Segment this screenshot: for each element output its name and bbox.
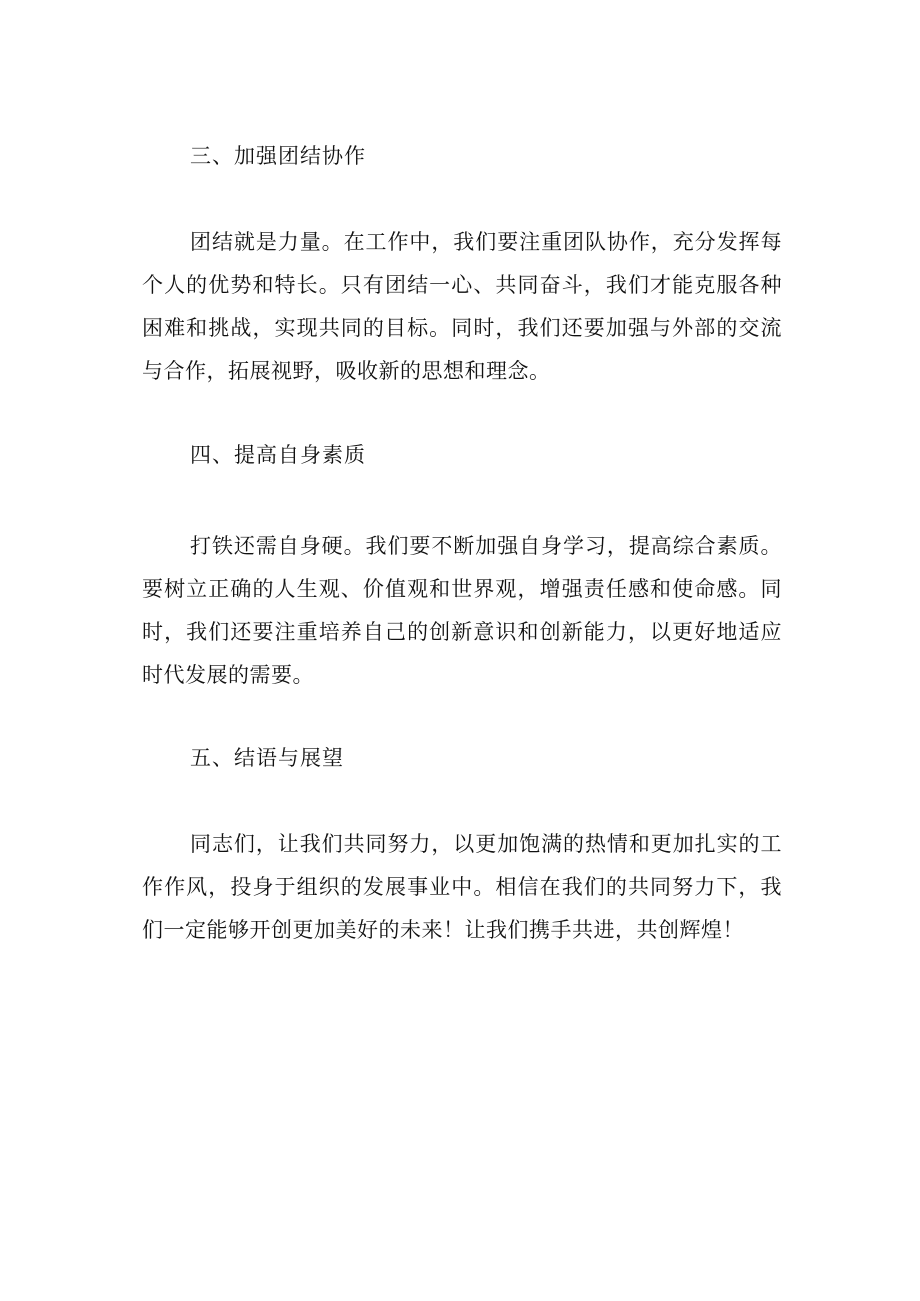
section-paragraph-4: 打铁还需自身硬。我们要不断加强自身学习，提高综合素质。要树立正确的人生观、价值观和世界观，增强责任感和使命感。同时，我们还要注重培养自己的创新意识和创新能力，以更好地适应时代发展的需要。 xyxy=(142,534,782,687)
section-paragraph-3: 团结就是力量。在工作中，我们要注重团队协作，充分发挥每个人的优势和特长。只有团结一心、共同奋斗，我们才能克服各种困难和挑战，实现共同的目标。同时，我们还要加强与外部的交流与合作，拓展视野，吸收新的思想和理念。 xyxy=(142,230,782,383)
section-heading-3: 三、加强团结协作 xyxy=(190,144,366,168)
section-paragraph-5: 同志们，让我们共同努力，以更加饱满的热情和更加扎实的工作作风，投身于组织的发展事业中。相信在我们的共同努力下，我们一定能够开创更加美好的未来！让我们携手共进，共创辉煌！ xyxy=(142,832,782,942)
section-heading-4: 四、提高自身素质 xyxy=(190,443,366,467)
section-heading-5: 五、结语与展望 xyxy=(190,746,344,770)
